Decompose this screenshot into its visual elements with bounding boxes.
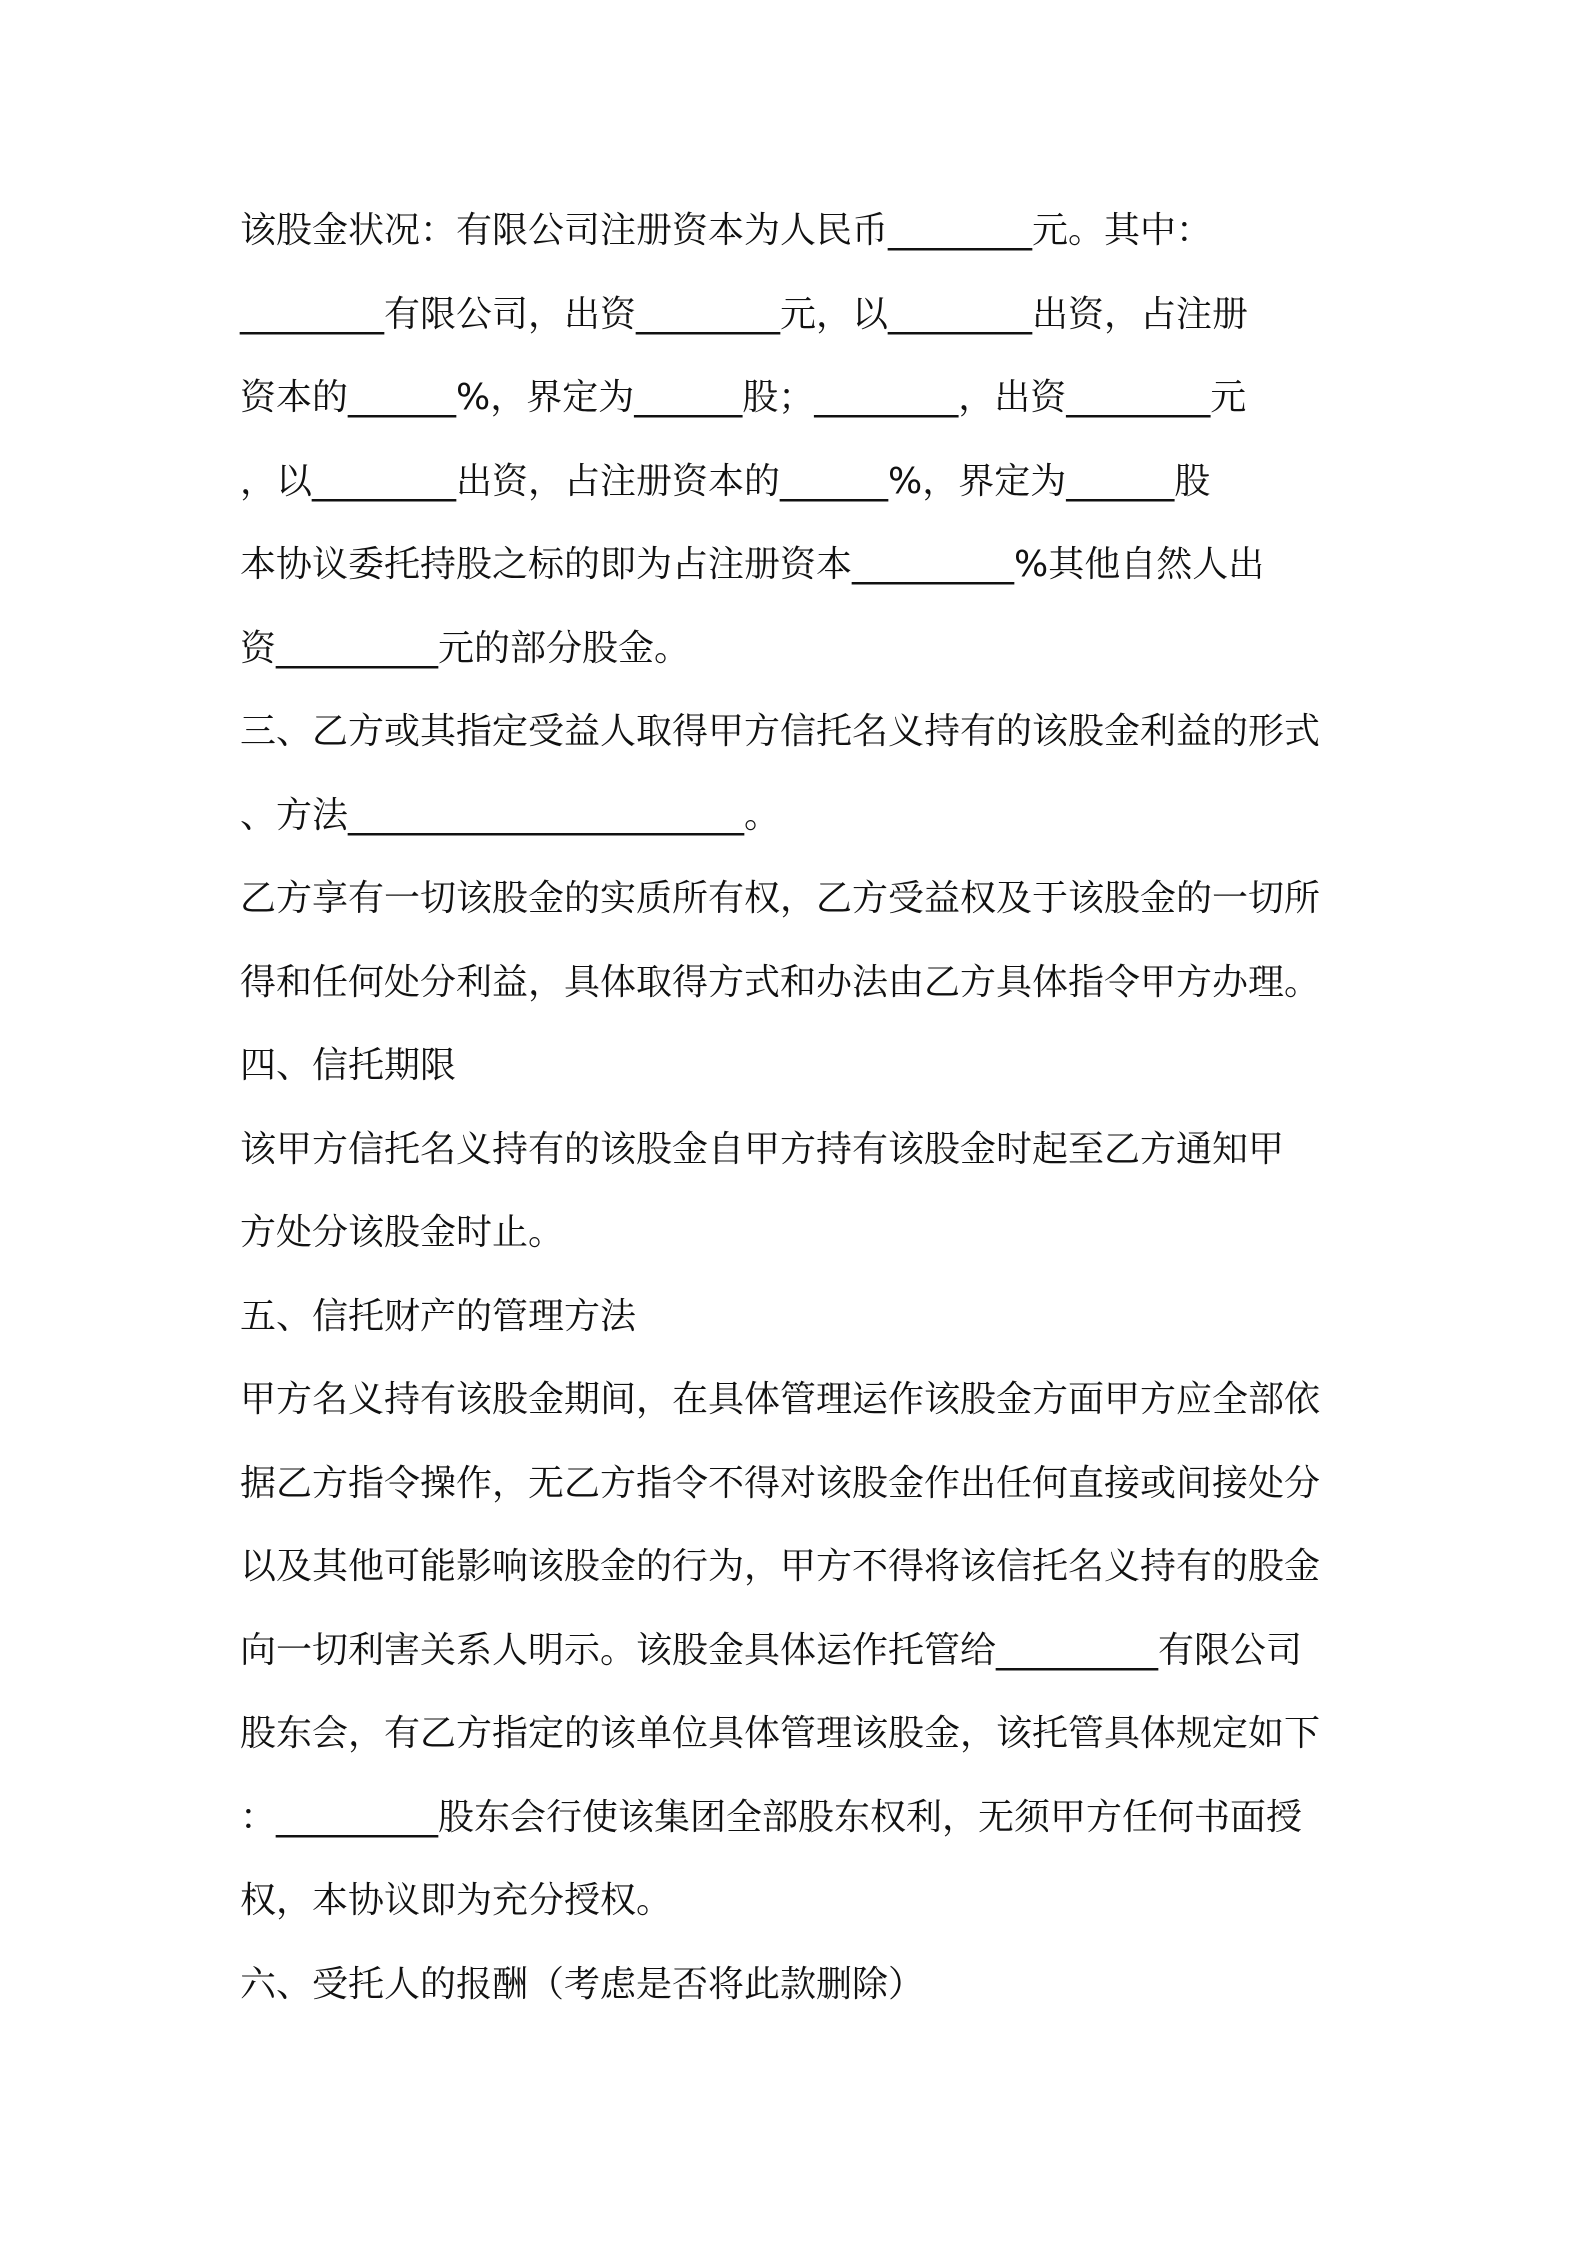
section-heading: 六、受托人的报酬（考虑是否将此款删除） (240, 1963, 925, 2005)
section-heading: 三、乙方或其指定受益人取得甲方信托名义持有的该股金利益的形式 (240, 711, 1321, 752)
section-heading: 五、信托财产的管理方法 (240, 1295, 637, 1337)
text-line: 甲方名义持有该股金期间，在具体管理运作该股金方面甲方应全部依 (240, 1379, 1321, 1420)
text-line: 得和任何处分利益，具体取得方式和办法由乙方具体指令甲方办理。 (240, 961, 1321, 1003)
text-line: 方处分该股金时止。 (240, 1212, 565, 1253)
text-line: 资_________元的部分股金。 (240, 627, 691, 669)
text-line: 以及其他可能影响该股金的行为，甲方不得将该信托名义持有的股金 (240, 1546, 1321, 1587)
text-line: 资本的______%，界定为______股；________，出资________元 (240, 377, 1247, 418)
text-line: 向一切利害关系人明示。该股金具体运作托管给_________有限公司 (240, 1629, 1303, 1671)
text-line: 、方法______________________。 (240, 794, 781, 836)
text-line: 该股金状况：有限公司注册资本为人民币________元。其中： (240, 210, 1213, 251)
text-line: ，以________出资，占注册资本的______%，界定为______股 (240, 460, 1211, 502)
text-line: 股东会，有乙方指定的该单位具体管理该股金，该托管具体规定如下 (240, 1713, 1321, 1754)
text-line: 据乙方指令操作，无乙方指令不得对该股金作出任何直接或间接处分 (240, 1462, 1321, 1504)
text-line: 乙方享有一切该股金的实质所有权，乙方受益权及于该股金的一切所 (240, 878, 1321, 919)
text-line: ：_________股东会行使该集团全部股东权利，无须甲方任何书面授 (240, 1796, 1303, 1838)
text-line: 该甲方信托名义持有的该股金自甲方持有该股金时起至乙方通知甲 (240, 1128, 1285, 1170)
text-line: ________有限公司，出资________元，以________出资，占注册 (240, 293, 1249, 335)
text-line: 权，本协议即为充分授权。 (240, 1880, 673, 1921)
section-heading: 四、信托期限 (240, 1045, 457, 1086)
text-line: 本协议委托持股之标的即为占注册资本_________%其他自然人出 (240, 544, 1265, 585)
document-body (240, 196, 1360, 2033)
